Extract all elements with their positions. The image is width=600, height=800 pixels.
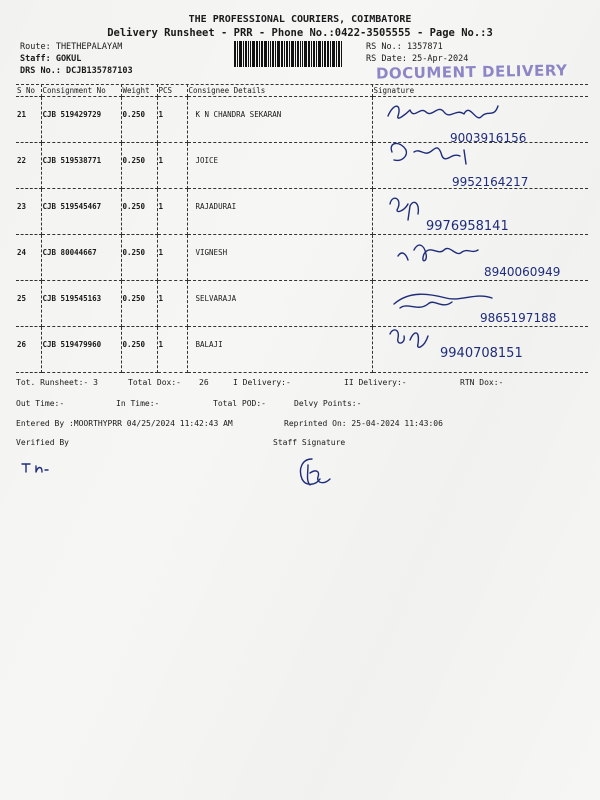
verified-by-label: Verified By <box>16 438 69 447</box>
col-consignee-details: Consignee Details <box>187 84 372 97</box>
cell-consignment-no: CJB 519479960 <box>41 327 121 373</box>
cell-pcs: 1 <box>157 281 187 327</box>
document-delivery-stamp: DOCUMENT DELIVERY <box>375 61 568 83</box>
col-consignment-no: Consignment No <box>41 84 121 97</box>
cell-weight: 0.250 <box>121 97 157 143</box>
cell-sno: 23 <box>16 189 41 235</box>
tot-runsheet: Tot. Runsheet:- 3 <box>16 378 98 387</box>
drs-number: DRS No.: DCJB135787103 <box>20 66 133 76</box>
cell-consignee: SELVARAJA <box>187 281 372 327</box>
cell-consignee: RAJADURAI <box>187 189 372 235</box>
cell-consignee: K N CHANDRA SEKARAN <box>187 97 372 143</box>
col-weight: Weight <box>121 84 157 97</box>
cell-consignee: VIGNESH <box>187 235 372 281</box>
cell-sno: 25 <box>16 281 41 327</box>
company-title: THE PROFESSIONAL COURIERS, COIMBATORE <box>188 14 412 25</box>
signature-phone: 9976958141 <box>426 219 509 234</box>
cell-sno: 22 <box>16 143 41 189</box>
cell-pcs: 1 <box>157 97 187 143</box>
staff-label: Staff: GOKUL <box>20 54 82 64</box>
total-dox-value: 26 <box>199 378 209 387</box>
cell-sno: 26 <box>16 327 41 373</box>
i-delivery: I Delivery:- <box>233 378 291 387</box>
cell-weight: 0.250 <box>121 235 157 281</box>
signature-phone: 9003916156 <box>450 131 527 145</box>
signature-phone: 9952164217 <box>452 175 529 189</box>
cell-sno: 24 <box>16 235 41 281</box>
runsheet-subtitle: Delivery Runsheet - PRR - Phone No.:0422-3505555 - Page No.:3 <box>107 27 493 39</box>
signature-phone: 9865197188 <box>480 311 557 325</box>
cell-weight: 0.250 <box>121 327 157 373</box>
cell-sno: 21 <box>16 97 41 143</box>
col-signature: Signature <box>372 84 588 97</box>
cell-pcs: 1 <box>157 143 187 189</box>
delvy-points: Delvy Points:- <box>294 399 362 408</box>
cell-pcs: 1 <box>157 327 187 373</box>
cell-pcs: 1 <box>157 189 187 235</box>
cell-consignment-no: CJB 519538771 <box>41 143 121 189</box>
entered-by: Entered By :MOORTHYPRR 04/25/2024 11:42:43 AM <box>16 419 233 428</box>
table-header-row <box>16 84 588 97</box>
verifier-signature <box>18 458 58 478</box>
cell-pcs: 1 <box>157 235 187 281</box>
out-time: Out Time:- <box>16 399 65 408</box>
col-pcs: PCS <box>157 84 187 97</box>
cell-consignee: JOICE <box>187 143 372 189</box>
staff-signature-label: Staff Signature <box>273 438 346 447</box>
cell-weight: 0.250 <box>121 281 157 327</box>
cell-consignment-no: CJB 519429729 <box>41 97 121 143</box>
reprinted-on: Reprinted On: 25-04-2024 11:43:06 <box>284 419 443 428</box>
cell-weight: 0.250 <box>121 143 157 189</box>
staff-signature <box>294 455 344 491</box>
signature-phone: 9940708151 <box>440 346 523 361</box>
rs-date: RS Date: 25-Apr-2024 <box>366 54 469 64</box>
cell-weight: 0.250 <box>121 189 157 235</box>
cell-consignment-no: CJB 80044667 <box>41 235 121 281</box>
route-label: Route: THETHEPALAYAM <box>20 42 123 52</box>
col-sno: S No <box>16 84 41 97</box>
in-time: In Time:- <box>116 399 160 408</box>
cell-consignee: BALAJI <box>187 327 372 373</box>
rtn-dox: RTN Dox:- <box>460 378 504 387</box>
total-dox-label: Total Dox:- <box>128 378 181 387</box>
rs-number: RS No.: 1357871 <box>366 42 443 52</box>
total-pod: Total POD:- <box>213 399 266 408</box>
cell-consignment-no: CJB 519545163 <box>41 281 121 327</box>
signature-phone: 8940060949 <box>484 265 561 279</box>
barcode <box>234 41 358 67</box>
ii-delivery: II Delivery:- <box>344 378 407 387</box>
cell-consignment-no: CJB 519545467 <box>41 189 121 235</box>
